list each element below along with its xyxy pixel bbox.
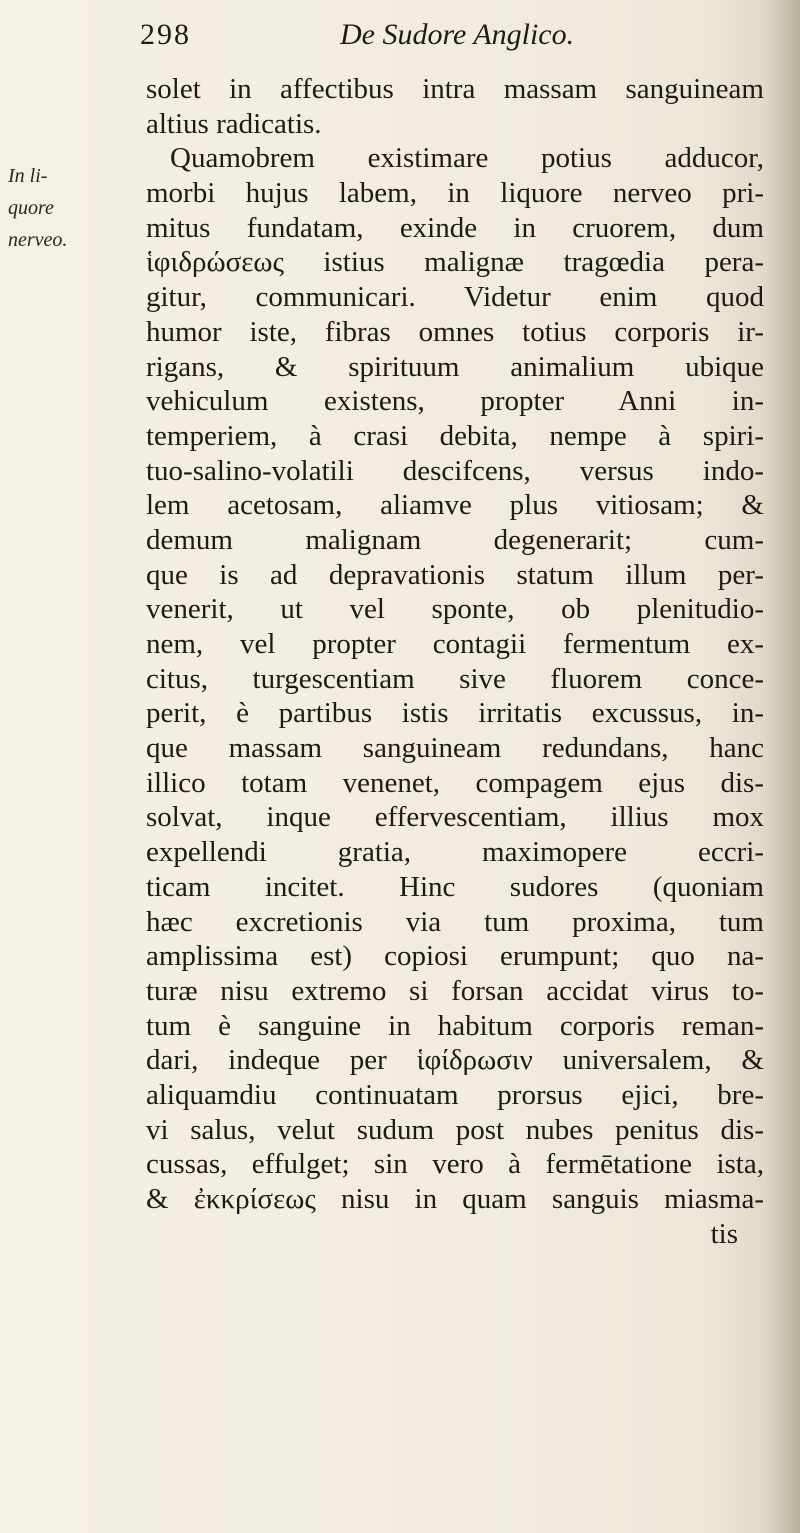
text-line: morbi hujus labem, in liquore nerveo pri- — [146, 177, 764, 210]
text-line: temperiem, à crasi debita, nempe à spiri- — [146, 419, 764, 452]
text-line: venerit, ut vel sponte, ob plenitudio- — [146, 593, 764, 626]
running-title: De Sudore Anglico. — [340, 18, 575, 51]
text-line: hæc excretionis via tum proxima, tum — [146, 905, 764, 938]
text-line: perit, è partibus istis irritatis excussus, in- — [146, 697, 764, 730]
text-line: lem acetosam, aliamve plus vitiosam; & — [146, 489, 764, 522]
page-gutter-shadow — [764, 0, 800, 1533]
text-line: solet in affectibus intra massam sanguineam — [146, 73, 764, 105]
text-line: expellendi gratia, maximopere eccri- — [146, 836, 764, 869]
page-number: 298 — [140, 18, 191, 51]
text-line: altius radicatis. — [146, 107, 322, 140]
text-line: cussas, effulget; sin vero à fermētatione ista, — [146, 1148, 764, 1181]
text-line: rigans, & spirituum animalium ubique — [146, 350, 764, 383]
marginal-note-line: nerveo. — [8, 229, 68, 251]
text-line: vi salus, velut sudum post nubes penitus dis- — [146, 1113, 764, 1146]
text-line: solvat, inque effervescentiam, illius mox — [146, 801, 764, 834]
text-line: nem, vel propter contagii fermentum ex- — [146, 628, 764, 660]
marginal-note-line: In li- — [8, 165, 48, 187]
text-line: ἱφιδρώσεως istius malignæ tragœdia pera- — [146, 246, 764, 279]
paragraph-first-line: Quamobrem existimare potius adducor, — [170, 142, 764, 175]
text-line: que is ad depravationis statum illum per- — [146, 558, 764, 591]
text-line: citus, turgescentiam sive fluorem conce- — [146, 662, 764, 695]
text-line: que massam sanguineam redundans, hanc — [146, 732, 764, 765]
text-line: gitur, communicari. Videtur enim quod — [146, 281, 764, 314]
page-header — [140, 14, 740, 64]
text-line: turæ nisu extremo si forsan accidat virus to- — [146, 974, 764, 1007]
text-line: aliquamdiu continuatam prorsus ejici, bre- — [146, 1078, 764, 1111]
body-text — [146, 72, 766, 1251]
text-line: & ἐκκρίσεως nisu in quam sanguis miasma- — [146, 1183, 764, 1215]
text-line: dari, indeque per ἱφίδρωσιν universalem, & — [146, 1044, 764, 1077]
marginal-note — [8, 160, 128, 256]
text-line: illico totam venenet, compagem ejus dis- — [146, 766, 764, 799]
catchword: tis — [710, 1217, 738, 1250]
text-line: tuo-salino-volatili descifcens, versus indo- — [146, 454, 764, 487]
text-line: ticam incitet. Hinc sudores (quoniam — [146, 870, 764, 903]
marginal-note-line: quore — [8, 197, 54, 219]
text-line: tum è sanguine in habitum corporis reman- — [146, 1009, 764, 1042]
text-line: humor iste, fibras omnes totius corporis ir- — [146, 315, 764, 348]
text-line: vehiculum existens, propter Anni in- — [146, 385, 764, 418]
text-line: amplissima est) copiosi erumpunt; quo na- — [146, 940, 764, 973]
text-line: mitus fundatam, exinde in cruorem, dum — [146, 211, 764, 244]
text-line: demum malignam degenerarit; cum- — [146, 523, 764, 556]
